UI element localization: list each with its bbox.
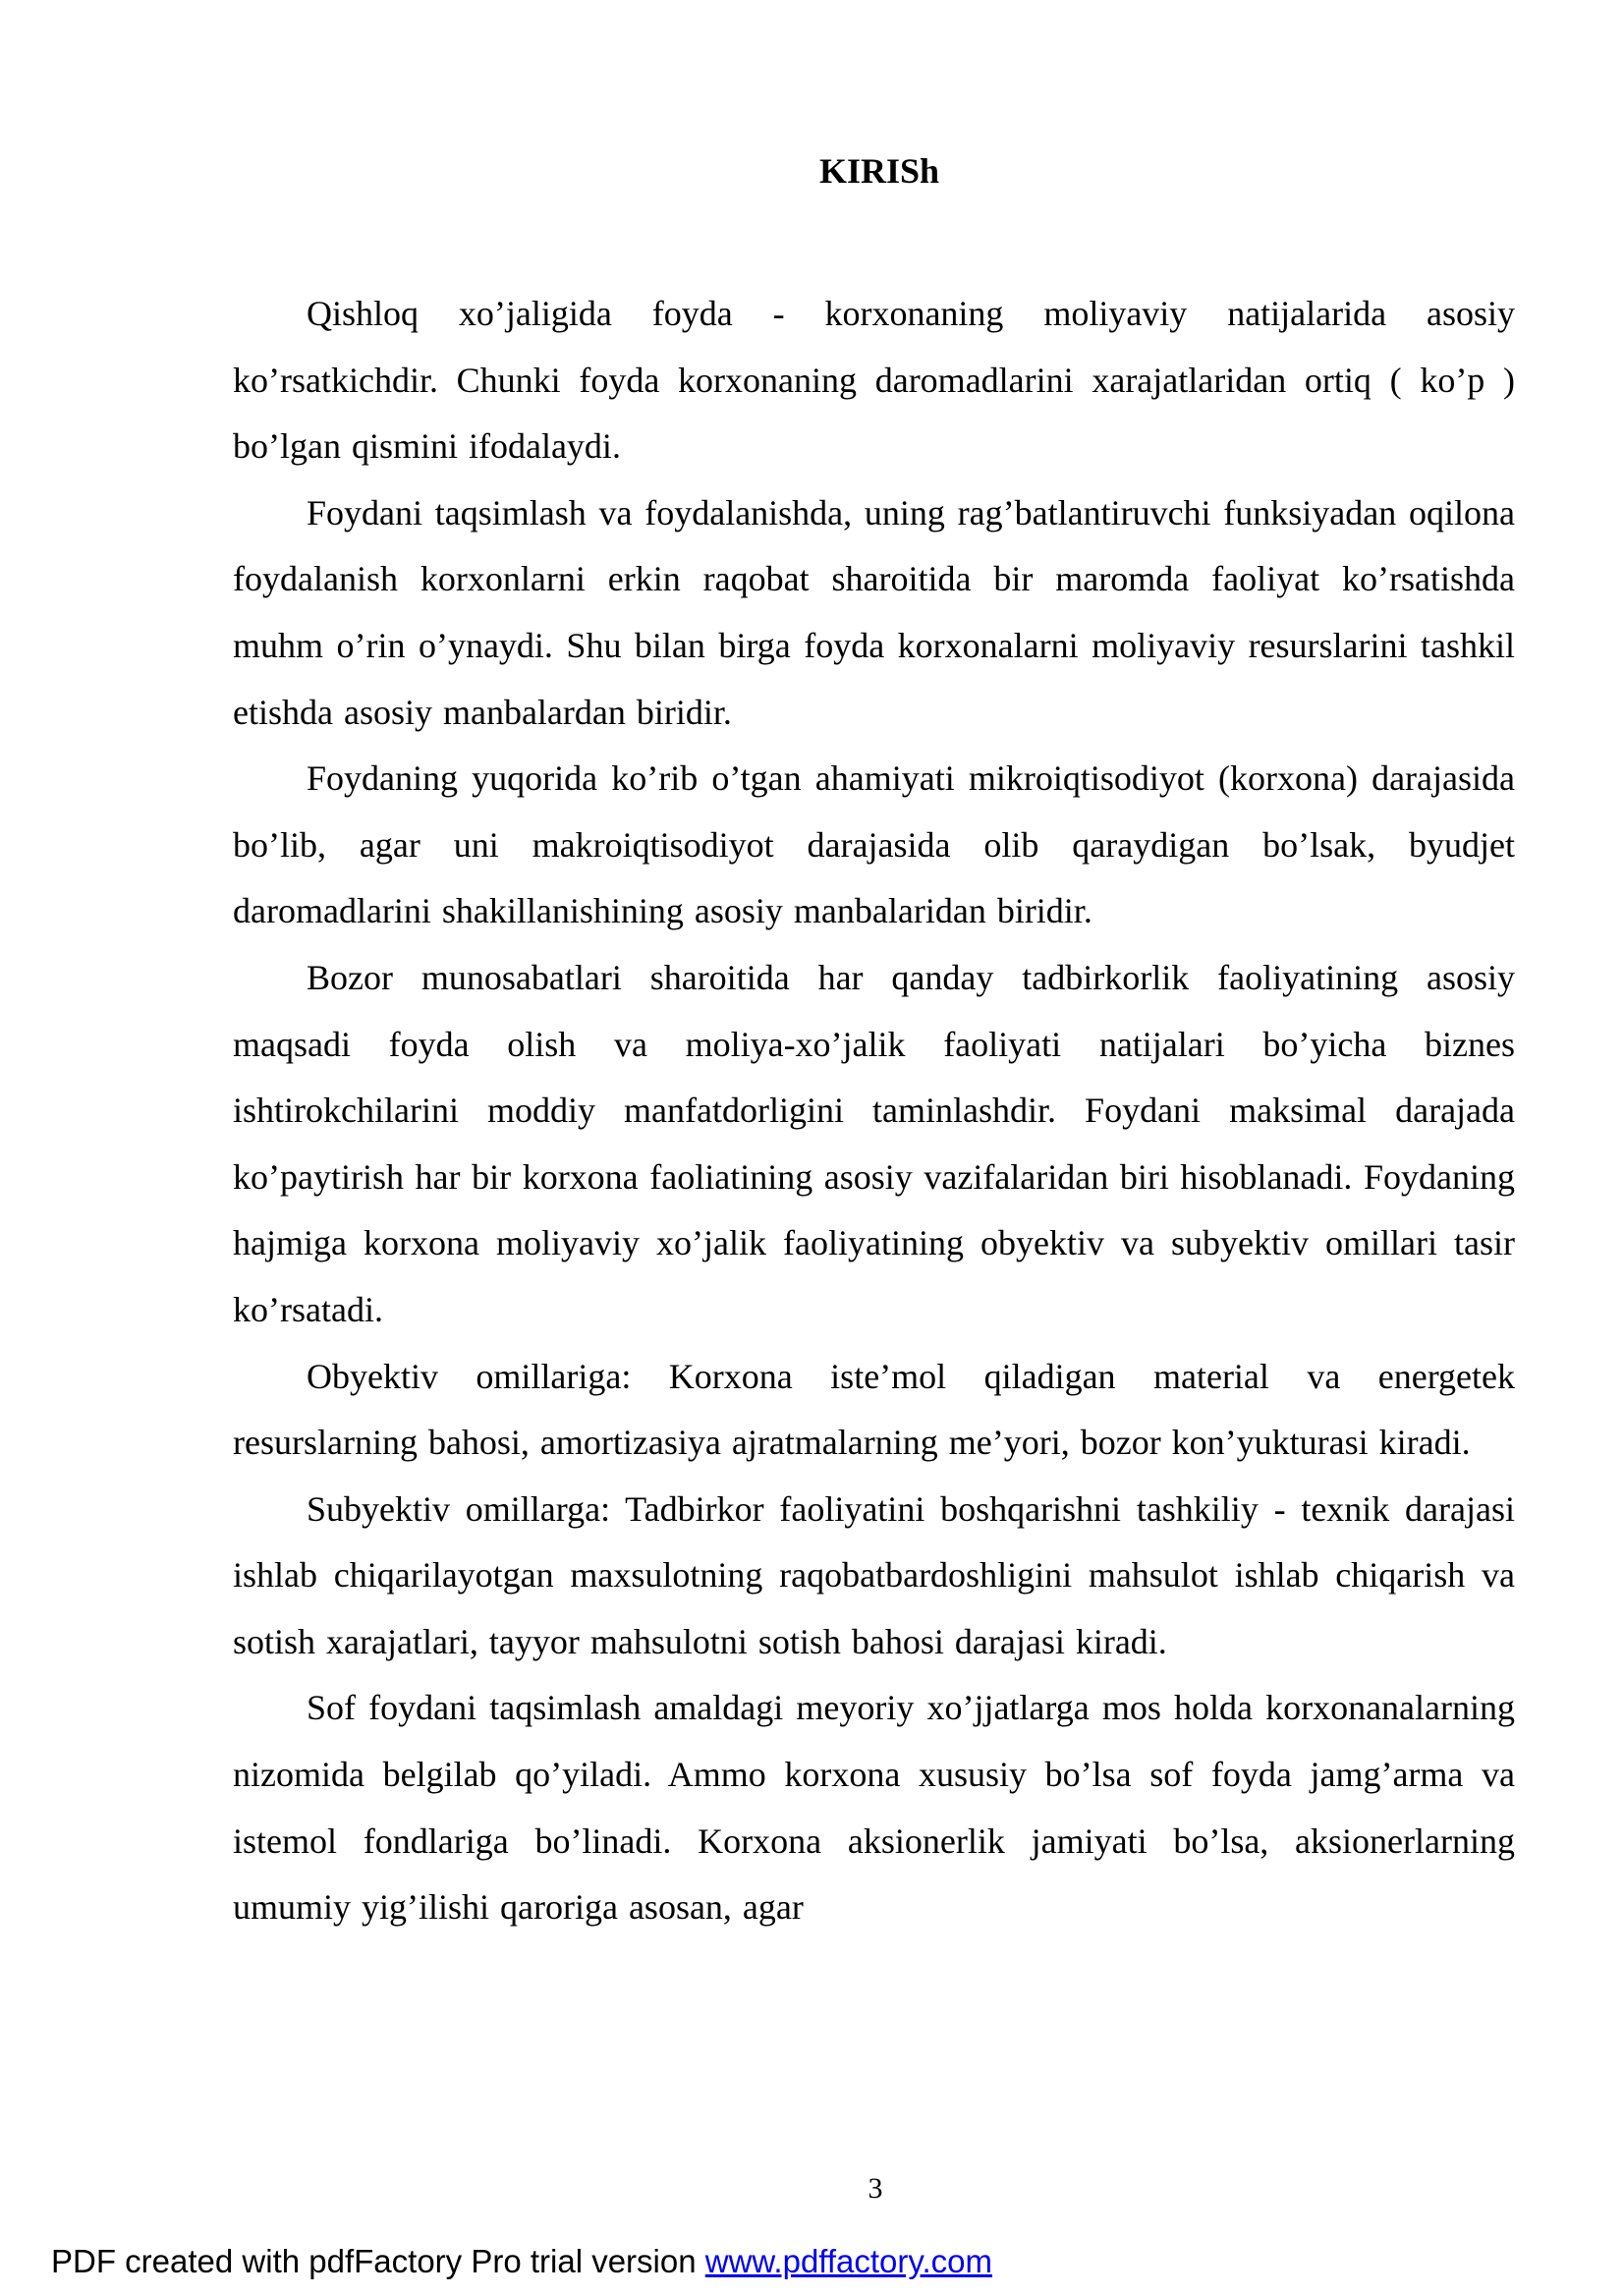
paragraph: Subyektiv omillarga: Tadbirkor faoliyatini boshqarishni tashkiliy - texnik darajasi ishlab chiqarilayotgan maxsulotning raqobatbardoshligini mahsulot ishlab chiqarish va sotish xarajatlari, tayyor mahsulotni sotish bahosi darajasi kiradi. [233,1488,1515,1661]
paragraph: Qishloq xo’jaligida foyda - korxonaning moliyaviy natijalarida asosiy ko’rsatkichdir. Chunki foyda korxonaning daromadlarini xarajatlaridan ortiq ( ko’p ) bo’lgan qismini ifodalaydi. [233,294,1515,467]
footer-text: PDF created with pdfFactory Pro trial version [51,2243,705,2279]
section-heading: KIRISh [818,151,940,191]
page-number: 3 [868,2172,883,2205]
paragraph: Sof foydani taqsimlash amaldagi meyoriy xo’jjatlarga mos holda korxonanalarning nizomida belgilab qo’yiladi. Ammo korxona xususiy bo’lsa sof foyda jamg’arma va istemol fondlariga bo’linadi. Korxona aksionerlik jamiyati bo’lsa, aksionerlarning umumiy yig’ilishi qaroriga asosan, agar [233,1688,1515,1928]
paragraph: Bozor munosabatlari sharoitida har qanday tadbirkorlik faoliyatining asosiy maqsadi foyda olish va moliya-xo’jalik faoliyati natijalari bo’yicha biznes ishtirokchilarini moddiy manfatdorligini taminlashdir. Foydani maksimal darajada ko’paytirish har bir korxona faoliatining asosiy vazifalaridan biri hisoblanadi. Foydaning hajmiga korxona moliyaviy xo’jalik faoliyatining obyektiv va subyektiv omillari tasir ko’rsatadi. [233,957,1515,1329]
footer-link[interactable]: www.pdffactory.com [704,2243,992,2279]
pdf-footer [51,2242,992,2281]
paragraph: Foydani taqsimlash va foydalanishda, uning rag’batlantiruvchi funksiyadan oqilona foydalanish korxonlarni erkin raqobat sharoitida bir maromda faoliyat ko’rsatishda muhm o’rin o’ynaydi. Shu bilan birga foyda korxonalarni moliyaviy resurslarini tashkil etishda asosiy manbalardan biridir. [233,492,1515,732]
paragraph: Foydaning yuqorida ko’rib o’tgan ahamiyati mikroiqtisodiyot (korxona) darajasida bo’lib, agar uni makroiqtisodiyot darajasida olib qaraydigan bo’lsak, byudjet daromadlarini shakillanishining asosiy manbalaridan biridir. [233,758,1515,931]
body-text [233,281,1515,1941]
paragraph: Obyektiv omillariga: Korxona iste’mol qiladigan material va energetek resurslarning bahosi, amortizasiya ajratmalarning me’yori, bozor kon’yukturasi kiradi. [233,1356,1515,1463]
